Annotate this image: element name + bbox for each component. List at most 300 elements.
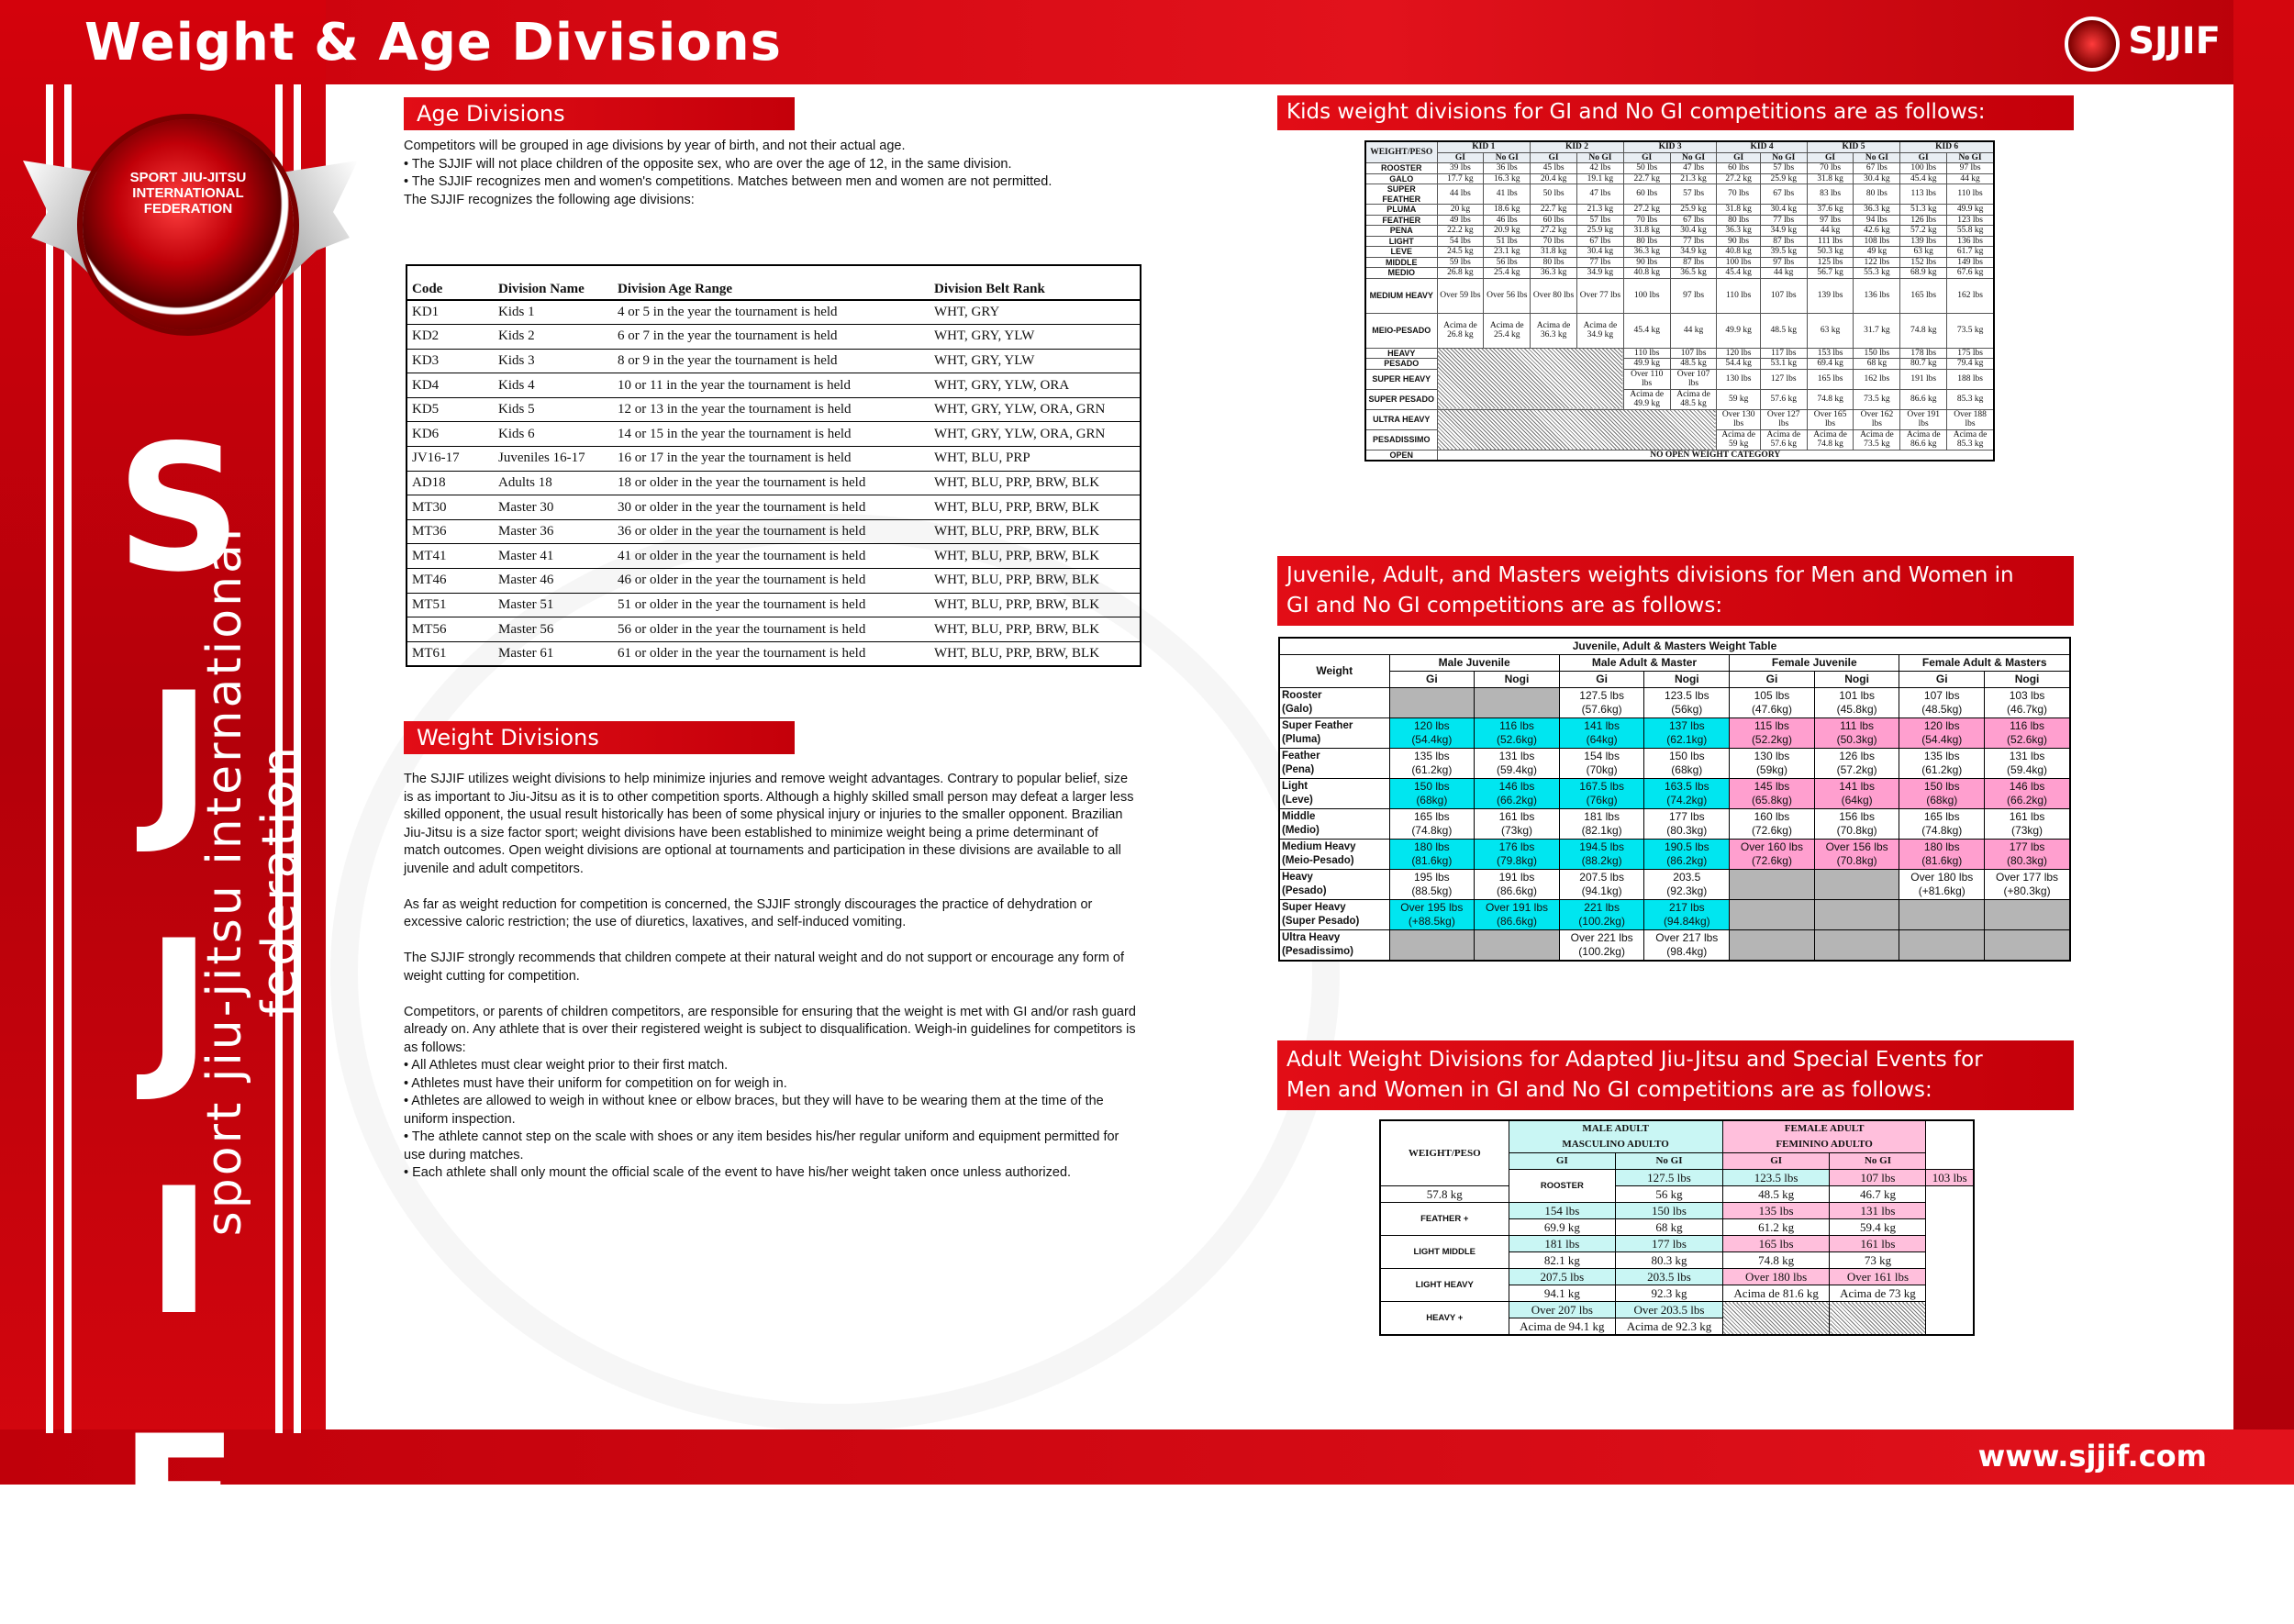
weight-cell (1985, 900, 2070, 930)
weight-name: Heavy (1282, 872, 1313, 883)
weight-lbs: Over 191 lbs (1485, 901, 1548, 914)
weight-kg: (74.8kg) (1921, 824, 1963, 837)
weight-label: LEVE (1365, 247, 1437, 258)
weight-cell (1985, 779, 2070, 809)
weight-cell (1730, 900, 1815, 930)
weight-cell: 68 kg (1616, 1219, 1723, 1236)
weight-cell: 56 lbs (1484, 257, 1531, 268)
age-cell: WHT, GRY (930, 300, 1141, 325)
weight-lbs: 161 lbs (1498, 810, 1535, 823)
weight-cell: Acima de 34.9 kg (1576, 313, 1623, 348)
weight-cell: 61.2 kg (1722, 1219, 1830, 1236)
sub-header: GI (1437, 152, 1484, 163)
weight-cell: 117 lbs (1760, 348, 1807, 359)
weight-cell: 165 lbs (1807, 369, 1854, 389)
age-cell: 36 or older in the year the tournament is held (613, 519, 930, 544)
weight-cell: 67 lbs (1576, 236, 1623, 247)
weight-cell (1389, 870, 1475, 900)
table-row (1365, 278, 1994, 313)
age-cell: 51 or older in the year the tournament is held (613, 593, 930, 617)
weight-lbs: 165 lbs (1413, 810, 1450, 823)
weight-cell: Acima de 92.3 kg (1616, 1318, 1723, 1336)
weight-cell (1389, 718, 1475, 749)
weight-cell (1475, 718, 1560, 749)
sub-header: No GI (1576, 152, 1623, 163)
weight-cell: 100 lbs (1717, 257, 1760, 268)
sidebar-letter: I (146, 1151, 212, 1353)
weight-cell: 22.2 kg (1437, 226, 1484, 237)
weight-lbs: 120 lbs (1923, 719, 1960, 732)
weight-label (1279, 870, 1389, 900)
weight-cell: 22.7 kg (1531, 205, 1577, 216)
weight-cell: 150 lbs (1854, 348, 1900, 359)
weight-cell: 17.7 kg (1437, 173, 1484, 184)
weight-cell: 39.5 kg (1760, 247, 1807, 258)
weight-cell (1985, 749, 2070, 779)
weight-cell: Acima de 36.3 kg (1531, 313, 1577, 348)
weight-lbs: 146 lbs (2009, 780, 2045, 793)
weight-cell: 34.9 kg (1670, 247, 1717, 258)
weight-cell: Acima de 85.3 kg (1947, 429, 1994, 450)
weight-cell: 36.3 kg (1531, 268, 1577, 279)
weight-cell: 49 lbs (1437, 215, 1484, 226)
weight-cell (1730, 809, 1815, 840)
weight-lbs: 176 lbs (1498, 840, 1535, 853)
weight-lbs: 141 lbs (1839, 780, 1875, 793)
weight-cell: 175 lbs (1947, 348, 1994, 359)
weight-cell (1559, 870, 1644, 900)
weight-cell (1389, 900, 1475, 930)
weight-cell: 87 lbs (1760, 236, 1807, 247)
sub-header: No GI (1854, 152, 1900, 163)
age-cell: 8 or 9 in the year the tournament is held (613, 349, 930, 373)
table-row (406, 397, 1141, 422)
weight-cell (1730, 930, 1815, 962)
weight-name: Super Heavy (1282, 902, 1346, 913)
weight-cell: 85.3 kg (1947, 389, 1994, 409)
table-row (1365, 205, 1994, 216)
weight-label (1279, 718, 1389, 749)
weight-cell (1814, 870, 1899, 900)
weight-cell: Over 130 lbs (1717, 409, 1760, 429)
weight-cell: 39 lbs (1437, 163, 1484, 174)
weight-kg: (+88.5kg) (1408, 915, 1455, 928)
weight-lbs: 135 lbs (1923, 750, 1960, 762)
weight-label: OPEN (1365, 450, 1437, 461)
age-cell: WHT, BLU, PRP, BRW, BLK (930, 544, 1141, 569)
weight-cell (1475, 930, 1560, 962)
weight-lbs: 203.5 (1673, 871, 1701, 884)
weight-cell (1899, 718, 1985, 749)
age-cell: KD5 (406, 397, 494, 422)
age-cell: AD18 (406, 471, 494, 495)
sub-header: Gi (1730, 672, 1815, 688)
table-row (1365, 268, 1994, 279)
weight-cell: 86.6 kg (1900, 389, 1947, 409)
weight-name-pt: (Super Pesado) (1282, 916, 1360, 927)
weight-lbs: Over 221 lbs (1570, 931, 1633, 944)
table-row (406, 349, 1141, 373)
weight-lbs: 137 lbs (1668, 719, 1705, 732)
weight-cell: 18.6 kg (1484, 205, 1531, 216)
weight-cell: Acima de 48.5 kg (1670, 389, 1717, 409)
age-cell: Master 61 (494, 641, 613, 666)
weight-kg: (94.1kg) (1581, 884, 1622, 897)
weight-cell: 77 lbs (1760, 215, 1807, 226)
weight-cell (1559, 718, 1644, 749)
weight-lbs: 221 lbs (1584, 901, 1620, 914)
weight-cell: Acima de 81.6 kg (1722, 1285, 1830, 1302)
weight-cell (1475, 749, 1560, 779)
corner-header: WEIGHT/PESO (1365, 141, 1437, 163)
weight-cell: 153 lbs (1807, 348, 1854, 359)
weight-cell: 77 lbs (1670, 236, 1717, 247)
table-row (406, 544, 1141, 569)
weight-kg: (64kg) (1586, 733, 1618, 746)
sidebar-letter: J (146, 903, 212, 1106)
weight-cell: 80.3 kg (1616, 1252, 1723, 1269)
weight-cell: 139 lbs (1900, 236, 1947, 247)
weight-cell: 41 lbs (1484, 184, 1531, 205)
weight-cell (1814, 718, 1899, 749)
table-row (1365, 348, 1994, 359)
weight-cell: 68.9 kg (1900, 268, 1947, 279)
weight-kg: (62.1kg) (1666, 733, 1708, 746)
weight-cell (1814, 688, 1899, 718)
age-cell: MT36 (406, 519, 494, 544)
age-cell: MT46 (406, 569, 494, 594)
table-row (1365, 226, 1994, 237)
weight-cell (1814, 900, 1899, 930)
weight-cell: 46 lbs (1484, 215, 1531, 226)
weight-cell (1830, 1302, 1926, 1336)
sidebar-stripe (46, 84, 53, 1433)
weight-cell: 107 lbs (1830, 1170, 1926, 1186)
sub-header: GI (1531, 152, 1577, 163)
weight-cell: 70 lbs (1623, 215, 1670, 226)
age-cell: KD3 (406, 349, 494, 373)
weight-cell (1644, 809, 1730, 840)
weight-label: PENA (1365, 226, 1437, 237)
age-cell: KD1 (406, 300, 494, 325)
age-cell: Master 56 (494, 617, 613, 642)
male-title: MALE ADULT (1582, 1123, 1649, 1134)
weight-cell: 48.5 kg (1760, 313, 1807, 348)
weight-cell: 49.9 kg (1947, 205, 1994, 216)
weight-label: SUPER HEAVY (1365, 369, 1437, 389)
weight-cell: Acima de 94.1 kg (1509, 1318, 1616, 1336)
age-cell: 12 or 13 in the year the tournament is held (613, 397, 930, 422)
weight-kg: (46.7kg) (2007, 703, 2048, 716)
weight-lbs: 191 lbs (1498, 871, 1535, 884)
weight-cell: 120 lbs (1717, 348, 1760, 359)
weight-lbs: 190.5 lbs (1664, 840, 1709, 853)
weight-cell: 57 lbs (1760, 163, 1807, 174)
weight-kg: (68kg) (1671, 763, 1703, 776)
group-header: Female Juvenile (1730, 655, 1899, 672)
weight-cell: Acima de 74.8 kg (1807, 429, 1854, 450)
table-header-row (1279, 655, 2070, 672)
weight-lbs: 150 lbs (1923, 780, 1960, 793)
weight-label: MEDIUM HEAVY (1365, 278, 1437, 313)
website-url[interactable]: www.sjjif.com (1977, 1439, 2207, 1474)
weight-label: ROOSTER (1509, 1170, 1616, 1203)
sidebar-letter: S (116, 407, 242, 610)
table-row (1365, 173, 1994, 184)
weight-cell: 162 lbs (1854, 369, 1900, 389)
weight-cell: 49 kg (1854, 247, 1900, 258)
weight-cell: 59 kg (1717, 389, 1760, 409)
weight-kg: (48.5kg) (1921, 703, 1963, 716)
weight-cell: Over 188 lbs (1947, 409, 1994, 429)
weight-cell: 31.8 kg (1807, 173, 1854, 184)
weight-cell: 34.9 kg (1576, 268, 1623, 279)
weight-lbs: Over 180 lbs (1910, 871, 1974, 884)
weight-cell (1730, 718, 1815, 749)
weight-kg: (+80.3kg) (2003, 884, 2051, 897)
weight-cell: 49.9 kg (1717, 313, 1760, 348)
weight-cell: 67.6 kg (1947, 268, 1994, 279)
age-divisions-heading: Age Divisions (404, 97, 795, 130)
weight-cell: 92.3 kg (1616, 1285, 1723, 1302)
weight-cell: 40.8 kg (1717, 247, 1760, 258)
age-cell: Kids 3 (494, 349, 613, 373)
sidebar-letter: F (119, 1398, 239, 1601)
weight-cell: 74.8 kg (1807, 389, 1854, 409)
weight-cell: 57 lbs (1576, 215, 1623, 226)
weight-cell: 25.9 kg (1760, 173, 1807, 184)
weight-cell: 36.3 kg (1854, 205, 1900, 216)
age-cell: MT61 (406, 641, 494, 666)
weight-cell (1899, 779, 1985, 809)
weight-cell: Over 80 lbs (1531, 278, 1577, 313)
weight-kg: (56kg) (1671, 703, 1703, 716)
weight-kg: (52.6kg) (1496, 733, 1537, 746)
weight-kg: (98.4kg) (1666, 945, 1708, 958)
weight-lbs: 177 lbs (2009, 840, 2045, 853)
weight-kg: (59.4kg) (2007, 763, 2048, 776)
weight-label (1279, 900, 1389, 930)
age-cell: 18 or older in the year the tournament is held (613, 471, 930, 495)
weight-lbs: 111 lbs (1840, 719, 1875, 732)
table-row (406, 641, 1141, 666)
sub-header: GI (1623, 152, 1670, 163)
age-cell: Adults 18 (494, 471, 613, 495)
empty-cell (1437, 348, 1623, 409)
age-intro: Competitors will be grouped in age divisions by year of birth, and not their actual age. • The SJJIF will not place children of the opposite sex, who are over the age of 12, in the same division. • The SJJIF recognizes men and women's competitions. Matches between men and women are not permitted. The SJJIF recognizes the following age divisions: (404, 139, 1052, 207)
weight-kg: (66.2kg) (2007, 794, 2048, 806)
weight-cell: 165 lbs (1900, 278, 1947, 313)
weight-cell: 56 kg (1616, 1186, 1723, 1203)
table-row (1380, 1203, 1974, 1219)
weight-kg: (+81.6kg) (1918, 884, 1965, 897)
weight-cell: 50.3 kg (1807, 247, 1854, 258)
weight-cell (1644, 779, 1730, 809)
weight-cell: Acima de 26.8 kg (1437, 313, 1484, 348)
weight-cell: 54.4 kg (1717, 359, 1760, 370)
age-cell: MT30 (406, 495, 494, 520)
weight-kg: (86.2kg) (1666, 854, 1708, 867)
weight-cell: 45.4 kg (1623, 313, 1670, 348)
weight-label (1279, 688, 1389, 718)
sub-header: Gi (1559, 672, 1644, 688)
weight-cell: 61.7 kg (1947, 247, 1994, 258)
age-cell: WHT, BLU, PRP, BRW, BLK (930, 519, 1141, 544)
weight-lbs: 123.5 lbs (1664, 689, 1709, 702)
weight-cell: 57.8 kg (1380, 1186, 1509, 1203)
weight-cell: 77 lbs (1576, 257, 1623, 268)
weight-lbs: 116 lbs (1499, 719, 1534, 732)
age-cell: WHT, BLU, PRP, BRW, BLK (930, 471, 1141, 495)
female-title-pt: FEMININO ADULTO (1776, 1139, 1873, 1150)
weight-cell: 31.8 kg (1531, 247, 1577, 258)
weight-lbs: 105 lbs (1754, 689, 1790, 702)
table-row (1380, 1302, 1974, 1318)
weight-lbs: Over 156 lbs (1825, 840, 1888, 853)
kids-weight-table (1364, 140, 1995, 462)
weight-cell: 73.5 kg (1854, 389, 1900, 409)
weight-cell (1559, 840, 1644, 870)
weight-cell: 20 kg (1437, 205, 1484, 216)
weight-lbs: 141 lbs (1584, 719, 1620, 732)
weight-cell: 44 kg (1670, 313, 1717, 348)
weight-kg: (76kg) (1586, 794, 1618, 806)
table-row (1279, 688, 2070, 718)
weight-cell (1389, 688, 1475, 718)
weight-cell: 45.4 kg (1717, 268, 1760, 279)
weight-name-pt: (Pena) (1282, 764, 1315, 775)
weight-cell: 26.8 kg (1437, 268, 1484, 279)
weight-kg: (70.8kg) (1836, 824, 1877, 837)
weight-cell (1389, 779, 1475, 809)
sub-header: No GI (1616, 1153, 1723, 1170)
right-border (2233, 0, 2294, 1485)
weight-cell (1814, 809, 1899, 840)
weight-cell: 36.3 kg (1717, 226, 1760, 237)
weight-cell: 188 lbs (1947, 369, 1994, 389)
weight-cell: 36.5 kg (1670, 268, 1717, 279)
weight-cell: 49.9 kg (1623, 359, 1670, 370)
weight-cell: 110 lbs (1623, 348, 1670, 359)
weight-cell (1899, 749, 1985, 779)
weight-label: PLUMA (1365, 205, 1437, 216)
age-cell: Kids 4 (494, 373, 613, 398)
weight-cell: 68 kg (1854, 359, 1900, 370)
weight-cell: 47 lbs (1576, 184, 1623, 205)
age-cell: 30 or older in the year the tournament is held (613, 495, 930, 520)
weight-cell (1730, 870, 1815, 900)
weight-cell (1389, 840, 1475, 870)
weight-cell: 25.4 kg (1484, 268, 1531, 279)
weight-cell: 207.5 lbs (1509, 1269, 1616, 1285)
weight-label: LIGHT HEAVY (1380, 1269, 1509, 1302)
weight-label: FEATHER + (1380, 1203, 1509, 1236)
age-cell: 6 or 7 in the year the tournament is held (613, 325, 930, 350)
weight-lbs: 120 lbs (1413, 719, 1450, 732)
weight-cell: Acima de 73.5 kg (1854, 429, 1900, 450)
adult-weight-table (1278, 637, 2071, 962)
weight-cell: 45 lbs (1531, 163, 1577, 174)
weight-cell (1985, 870, 2070, 900)
weight-cell: 44 kg (1760, 268, 1807, 279)
weight-cell: 25.9 kg (1670, 205, 1717, 216)
female-header (1722, 1120, 1926, 1153)
weight-kg: (57.2kg) (1836, 763, 1877, 776)
weight-cell: 87 lbs (1670, 257, 1717, 268)
weight-label (1279, 809, 1389, 840)
weight-kg: (88.5kg) (1411, 884, 1453, 897)
table-row (406, 617, 1141, 642)
weight-cell: Over 127 lbs (1760, 409, 1807, 429)
kid-group-header: KID 4 (1717, 141, 1807, 152)
age-cell: 46 or older in the year the tournament is held (613, 569, 930, 594)
weight-cell: 97 lbs (1807, 215, 1854, 226)
table-row (406, 569, 1141, 594)
sub-header: GI (1807, 152, 1854, 163)
weight-lbs: 107 lbs (1923, 689, 1960, 702)
weight-cell (1814, 779, 1899, 809)
weight-name: Rooster (1282, 690, 1322, 701)
weight-cell (1644, 930, 1730, 962)
group-header: Male Juvenile (1389, 655, 1559, 672)
weight-cell: 30.4 kg (1670, 226, 1717, 237)
age-cell: 4 or 5 in the year the tournament is held (613, 300, 930, 325)
age-cell: WHT, GRY, YLW, ORA, GRN (930, 422, 1141, 447)
table-row (1365, 313, 1994, 348)
weight-cell (1475, 809, 1560, 840)
table-row (1279, 840, 2070, 870)
weight-cell: 80 lbs (1623, 236, 1670, 247)
weight-cell: 108 lbs (1854, 236, 1900, 247)
weight-header: Weight (1279, 655, 1389, 688)
weight-cell: 20.4 kg (1531, 173, 1577, 184)
weight-kg: (70.8kg) (1836, 854, 1877, 867)
weight-cell: 181 lbs (1509, 1236, 1616, 1252)
weight-lbs: Over 160 lbs (1740, 840, 1803, 853)
weight-cell: 60 lbs (1531, 215, 1577, 226)
weight-cell: 70 lbs (1531, 236, 1577, 247)
weight-name: Feather (1282, 751, 1320, 762)
weight-cell: 31.8 kg (1623, 226, 1670, 237)
weight-kg: (45.8kg) (1836, 703, 1877, 716)
weight-cell (1644, 870, 1730, 900)
weight-label: LIGHT MIDDLE (1380, 1236, 1509, 1269)
age-cell: MT51 (406, 593, 494, 617)
weight-name: Medium Heavy (1282, 841, 1356, 852)
weight-cell: 44 kg (1807, 226, 1854, 237)
sub-header: GI (1722, 1153, 1830, 1170)
weight-lbs: 115 lbs (1754, 719, 1789, 732)
weight-cell (1985, 688, 2070, 718)
weight-label: LIGHT (1365, 236, 1437, 247)
weight-cell: 53.1 kg (1760, 359, 1807, 370)
weight-cell: 123.5 lbs (1722, 1170, 1830, 1186)
weight-cell: 154 lbs (1509, 1203, 1616, 1219)
weight-lbs: Over 195 lbs (1400, 901, 1464, 914)
age-cell: 10 or 11 in the year the tournament is held (613, 373, 930, 398)
weight-cell: 30.4 kg (1576, 247, 1623, 258)
weight-cell (1899, 900, 1985, 930)
weight-cell: 127.5 lbs (1616, 1170, 1723, 1186)
weight-cell (1644, 718, 1730, 749)
weight-cell: 94 lbs (1854, 215, 1900, 226)
sub-header: Gi (1389, 672, 1475, 688)
weight-cell: 111 lbs (1807, 236, 1854, 247)
weight-lbs: 195 lbs (1413, 871, 1450, 884)
weight-cell: 73.5 kg (1947, 313, 1994, 348)
weight-cell: 51.3 kg (1900, 205, 1947, 216)
sub-header: Nogi (1644, 672, 1730, 688)
